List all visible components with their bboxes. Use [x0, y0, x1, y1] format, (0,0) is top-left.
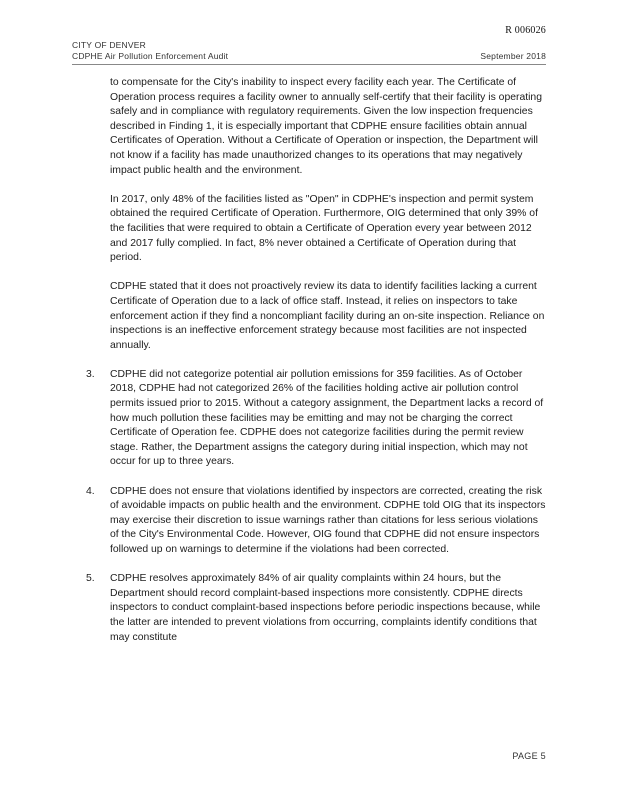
- page-number: PAGE 5: [512, 751, 546, 761]
- body-paragraph: CDPHE stated that it does not proactively review its data to identify facilities lacking a current Certificate of Operation due to a lack of office staff. Instead, it relies on inspectors to take enforcement action if they find a noncompliant facility during an on-site inspection. Reliance on inspections is an ineffective enforcement strategy because most facilities are not inspected annually.: [110, 281, 545, 351]
- header-organization: CITY OF DENVER: [72, 40, 146, 50]
- finding-item-3: [86, 368, 546, 470]
- header-report-title: CDPHE Air Pollution Enforcement Audit: [72, 51, 229, 61]
- header-divider: [72, 64, 546, 65]
- finding-number: 3.: [86, 368, 95, 380]
- finding-item-4: [86, 485, 546, 558]
- body-paragraph: In 2017, only 48% of the facilities listed as "Open" in CDPHE's inspection and permit system obtained the required Certificate of Operation. Furthermore, OIG determined that only 39% of the facilities that were required to obtain a Certificate of Operation every year between 2012 and 2017 fully complied. In fact, 8% never obtained a Certificate of Operation during that period.: [110, 193, 538, 264]
- finding-text: CDPHE did not categorize potential air pollution emissions for 359 facilities. As of October 2018, CDPHE had not categorized 26% of the facilities holding active air pollution control permits issued prior to 2015. Without a category assignment, the Department lacks a record of how much pollution these facilities may be emitting and may not be charging the correct Certificate of Operation fee. CDPHE does not categorize facilities during the permit review stage. Rather, the Department assigns the category during initial inspection, which may not occur for up to three years.: [110, 368, 544, 468]
- finding-text: CDPHE resolves approximately 84% of air quality complaints within 24 hours, but the Department should record complaint-based inspections more consistently. CDPHE directs inspectors to conduct complaint-based inspections before periodic inspections because, while the latter are intended to prevent violations from occurring, complaints identify conditions that may constitute: [110, 573, 541, 643]
- report-body: [86, 76, 546, 660]
- body-paragraph: to compensate for the City's inability to inspect every facility each year. The Certificate of Operation process requires a facility owner to annually self-certify that their facility is operating safely and in compliance with regulatory requirements. Given the low inspection frequencies described in Finding 1, it is especially important that CDPHE ensure facilities obtain annual Certificates of Operation. Without a Certificate of Operation or inspection, the Department will not know if a facility has made unauthorized changes to its operations that may negatively impact public health and the environment.: [110, 77, 542, 176]
- document-control-number: R 006026: [505, 25, 546, 36]
- finding-number: 4.: [86, 485, 95, 497]
- running-header-left: [72, 40, 228, 62]
- finding-item-5: [86, 572, 546, 645]
- finding-text: CDPHE does not ensure that violations identified by inspectors are corrected, creating the risk of avoidable impacts on public health and the environment. CDPHE told OIG that its inspectors may exercise their discretion to issue warnings rather than citations for less serious violations of the City's Environmental Code. However, OIG found that CDPHE did not ensure inspectors followed up on warnings to determine if the violations had been corrected.: [110, 485, 546, 555]
- finding-number: 5.: [86, 573, 95, 585]
- header-date: September 2018: [480, 51, 546, 61]
